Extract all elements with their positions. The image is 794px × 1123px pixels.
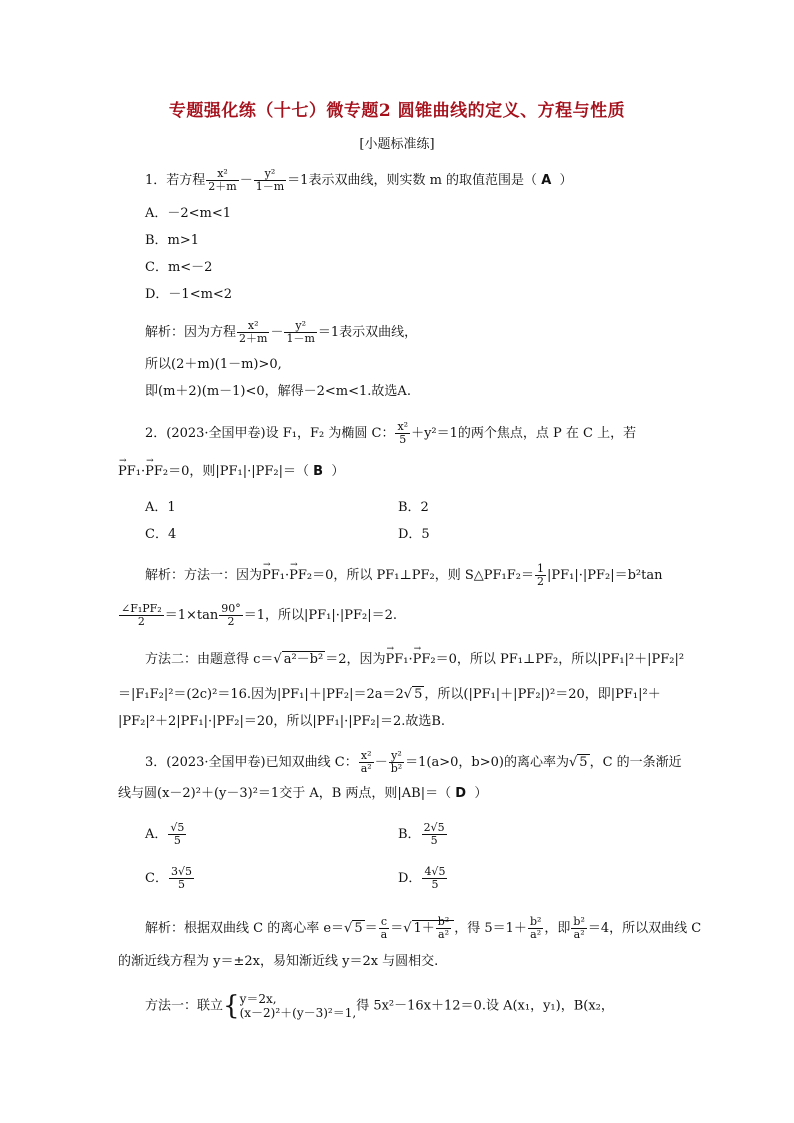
q1-solution-line2: 所以(2＋m)(1－m)>0, — [145, 357, 282, 372]
q3-answer: D — [455, 786, 467, 801]
q3-solution-line2: 的渐近线方程为 y＝±2x，易知渐近线 y＝2x 与圆相交. — [118, 954, 439, 969]
q2-option-c: C．4 — [145, 527, 177, 542]
q3-stem: 3．(2023·全国甲卷)已知双曲线 C： $\frac{\text{x²}}{\text{a²}}$ － $\frac{\text{y²}}{\text{b²}}$ ＝1(a>0，b>0)的离心率为√ 5 ，C 的一条渐近 — [145, 749, 682, 775]
page-subtitle: [小题标准练] — [359, 137, 435, 152]
q2-option-a: A．1 — [145, 500, 176, 515]
q2-stem: 2．(2023·全国甲卷)设 F₁，F₂ 为椭圆 C： $\frac{\text{x²}}{5}$ ＋y²＝1的两个焦点，点 P 在 C 上，若 — [145, 420, 637, 446]
q2-answer: B — [313, 464, 324, 479]
q1-solution-line3: 即(m＋2)(m－1)<0，解得－2<m<1.故选A. — [145, 384, 411, 399]
q2-stem-line2: → PF₁·→ PF₂＝0，则|PF₁|·|PF₂|＝（ B ） — [118, 462, 344, 482]
q3-stem-line2: 线与圆(x－2)²＋(y－3)²＝1交于 A，B 两点，则|AB|＝（ D ） — [118, 786, 488, 801]
q2-solution-method2-line2: ＝|F₁F₂|²＝(2c)²＝16.因为|PF₁|＋|PF₂|＝2a＝2√ 5 ，所以(|PF₁|＋|PF₂|)²＝20，即|PF₁|²＋ — [118, 687, 661, 702]
q2-solution-method1-line2: $\frac{\text{∠F₁PF₂}}{2}$ ＝1×tan $\frac{90^\circ}{2}$ ＝1，所以|PF₁|·|PF₂|＝2. — [121, 602, 398, 628]
q1-option-b: B．m>1 — [145, 233, 200, 248]
q1-option-d: D．－1<m<2 — [145, 287, 233, 302]
q2-solution-method2-line3: |PF₂|²＋2|PF₁|·|PF₂|＝20，所以|PF₁|·|PF₂|＝2.故选B. — [118, 714, 446, 729]
q2-option-d: D．5 — [398, 527, 430, 542]
q2-solution-method2: 方法二：由题意得 c＝√ a²－b² ＝2，因为→ PF₁·→ PF₂＝0，所以 PF₁⊥PF₂，所以|PF₁|²＋|PF₂|² — [145, 650, 684, 670]
q1-frac-y: $\frac{\text{y²}}{1-m}$ — [255, 167, 285, 193]
q3-option-c: C． $\frac{3√5}{5}$ — [145, 865, 192, 891]
q1-option-a: A．－2<m<1 — [145, 206, 232, 221]
q3-option-a: A． $\frac{√5}{5}$ — [145, 821, 185, 847]
q1-solution: 解析：因为方程 $\frac{\text{x²}}{2+m}$ － $\frac{\text{y²}}{1-m}$ ＝1表示双曲线， — [145, 319, 418, 345]
q2-solution-method1: 解析：方法一：因为→ PF₁·→ PF₂＝0，所以 PF₁⊥PF₂，则 S△PF₁F₂＝ $\frac{1}{2}$ |PF₁|·|PF₂|＝b²tan — [145, 563, 662, 588]
q1-stem: 1．若方程 $\frac{\text{x²}}{2+m}$ － $\frac{\text{y²}}{1-m}$ ＝1表示双曲线，则实数 m 的取值范围是（ A ） — [145, 167, 573, 193]
q3-option-b: B． $\frac{2√5}{5}$ — [398, 821, 445, 847]
q3-solution: 解析：根据双曲线 C 的离心率 e＝√ 5 ＝ $\frac{c}{a}$ ＝√ 1＋ $\frac{\text{b²}}{\text{a²}}$ ，得 5＝1＋ $\frac{\text{b²}}{\text{a²}}$ ，即 $\frac{\text{b²}}{\text{a²}}$ ＝4，所以双曲线 C — [145, 915, 702, 941]
q1-option-c: C．m<－2 — [145, 260, 213, 275]
q2-option-b: B．2 — [398, 500, 429, 515]
q3-option-d: D． $\frac{4√5}{5}$ — [398, 865, 446, 891]
system-brace: { — [223, 991, 240, 1021]
q1-frac-x: $\frac{\text{x²}}{2+m}$ — [208, 167, 237, 193]
q3-method1: 方法一：联立{ y＝2x, (x－2)²＋(y－3)²＝1, 得 5x²－16x＋12＝0.设 A(x₁，y₁)，B(x₂， — [145, 991, 614, 1021]
page-title: 专题强化练（十七）微专题2 圆锥曲线的定义、方程与性质 — [168, 101, 626, 121]
q1-answer: A — [541, 173, 552, 188]
